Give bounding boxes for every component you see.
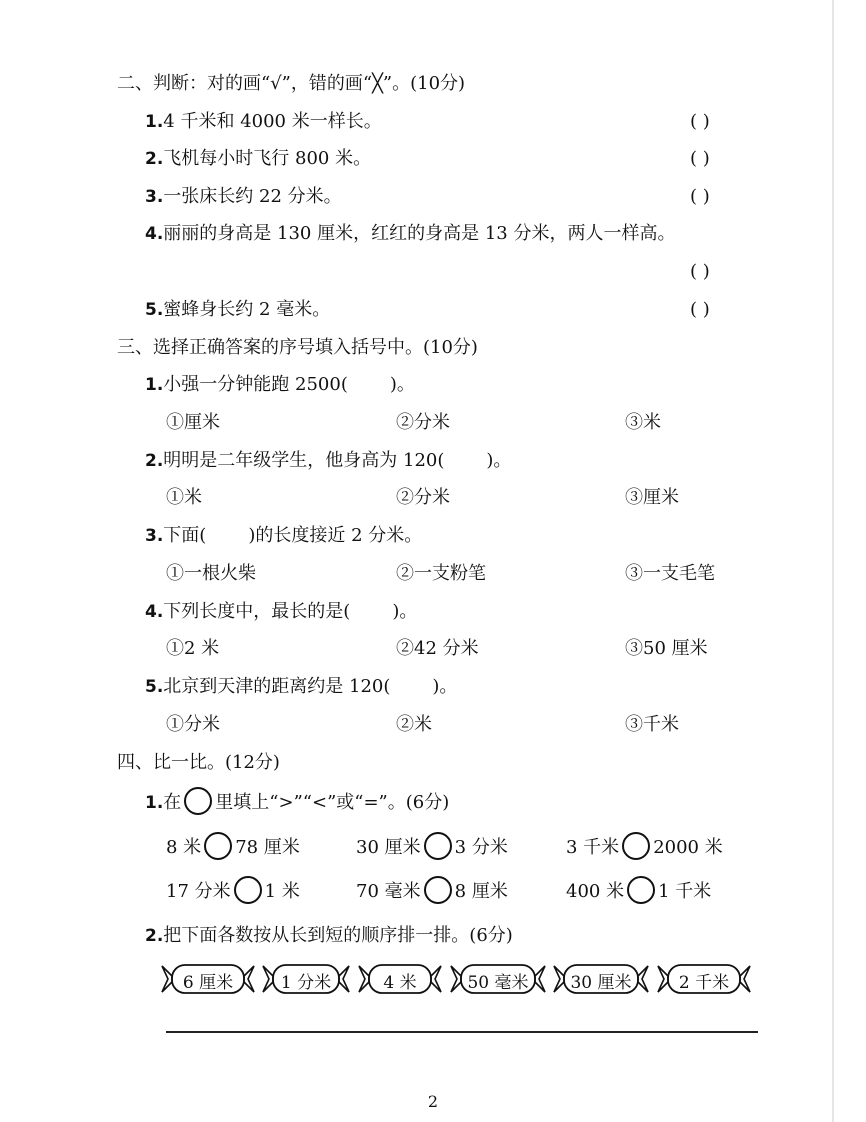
compare-row2-item1: 17 分米 1 米: [166, 878, 300, 906]
compare-row1-item3: 3 千米 2000 米: [566, 834, 723, 862]
compare-circle-input[interactable]: [622, 832, 650, 860]
q3-option-3: ③一支毛笔: [625, 563, 715, 584]
candy-card-2[interactable]: [261, 962, 351, 996]
candy-card-1[interactable]: [160, 962, 256, 996]
candy-label: 4 米: [383, 973, 417, 993]
q2-option-2: ②分米: [396, 487, 450, 508]
judge-answer-5[interactable]: ( ): [690, 299, 710, 320]
q4-option-1: ①2 米: [166, 638, 220, 659]
candy-card-4[interactable]: [449, 962, 547, 996]
q1-option-1: ①厘米: [166, 412, 220, 433]
answer-line[interactable]: [166, 1031, 758, 1033]
page-number: 2: [427, 1092, 439, 1111]
choice-question-3: 3.下面( )的长度接近 2 分米。: [145, 525, 423, 546]
compare-row2-item2: 70 毫米 8 厘米: [356, 878, 508, 906]
choice-question-4: 4.下列长度中，最长的是( )。: [145, 601, 418, 622]
judge-item-1: 1.4 千米和 4000 米一样长。: [145, 111, 382, 132]
judge-answer-2[interactable]: ( ): [690, 148, 710, 169]
section4-title: 四、比一比。(12分): [117, 752, 280, 773]
compare-circle-input[interactable]: [234, 876, 262, 904]
judge-answer-3[interactable]: ( ): [690, 186, 710, 207]
compare-row1-item2: 30 厘米 3 分米: [356, 834, 508, 862]
candy-card-5[interactable]: [552, 962, 650, 996]
q5-option-3: ③千米: [625, 714, 679, 735]
q3-option-1: ①一根火柴: [166, 563, 256, 584]
q5-option-1: ①分米: [166, 714, 220, 735]
candy-card-6[interactable]: [656, 962, 752, 996]
q2-option-3: ③厘米: [625, 487, 679, 508]
candy-card-3[interactable]: [357, 962, 443, 996]
compare-circle-input[interactable]: [424, 832, 452, 860]
order-instruction: 2.把下面各数按从长到短的顺序排一排。(6分): [145, 925, 513, 946]
q1-option-2: ②分米: [396, 412, 450, 433]
q5-option-2: ②米: [396, 714, 432, 735]
q1-option-3: ③米: [625, 412, 661, 433]
judge-answer-4[interactable]: ( ): [690, 261, 710, 282]
section3-title: 三、选择正确答案的序号填入括号中。(10分): [117, 337, 478, 358]
judge-answer-1[interactable]: ( ): [690, 111, 710, 132]
candy-label: 6 厘米: [182, 973, 234, 993]
candy-label: 30 厘米: [570, 973, 632, 993]
compare-circle-input[interactable]: [627, 876, 655, 904]
candy-label: 1 分米: [280, 973, 332, 993]
circle-symbol-icon: [184, 787, 212, 815]
q2-option-1: ①米: [166, 487, 202, 508]
compare-row1-item1: 8 米 78 厘米: [166, 834, 300, 862]
section2-title: 二、判断：对的画“√”，错的画“╳”。(10分): [117, 73, 466, 94]
judge-item-5: 5.蜜蜂身长约 2 毫米。: [145, 299, 331, 320]
candy-label: 2 千米: [678, 973, 730, 993]
judge-item-2: 2.飞机每小时飞行 800 米。: [145, 148, 372, 169]
compare-row2-item3: 400 米 1 千米: [566, 878, 711, 906]
q3-option-2: ②一支粉笔: [396, 563, 486, 584]
compare-instruction: 1.在 里填上“>”“<”或“=”。(6分): [145, 791, 449, 815]
judge-item-4: 4.丽丽的身高是 130 厘米，红红的身高是 13 分米，两人一样高。: [145, 223, 676, 244]
q4-option-2: ②42 分米: [396, 638, 479, 659]
page-edge: [832, 0, 834, 1122]
candy-label: 50 毫米: [467, 973, 529, 993]
judge-item-3: 3.一张床长约 22 分米。: [145, 186, 342, 207]
compare-circle-input[interactable]: [424, 876, 452, 904]
q4-option-3: ③50 厘米: [625, 638, 708, 659]
choice-question-1: 1.小强一分钟能跑 2500( )。: [145, 374, 415, 395]
compare-circle-input[interactable]: [204, 832, 232, 860]
choice-question-2: 2.明明是二年级学生，他身高为 120( )。: [145, 450, 512, 471]
choice-question-5: 5.北京到天津的距离约是 120( )。: [145, 676, 458, 697]
